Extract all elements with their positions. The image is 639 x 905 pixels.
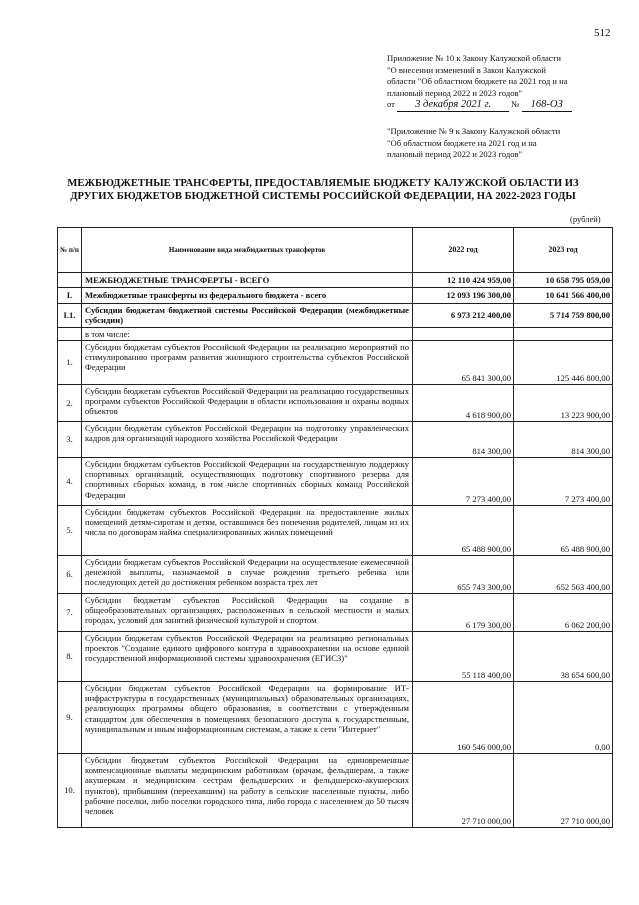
row-name: Субсидии бюджетам субъектов Российской Федерации на реализацию государственных программ субъектов Российской Федерации в области использования и охраны водных объектов — [82, 384, 413, 421]
header-2023: 2023 год — [514, 228, 613, 273]
row-value-2023: 814 300,00 — [514, 421, 613, 457]
row-value-2023: 652 563 400,00 — [514, 555, 613, 593]
title-line: МЕЖБЮДЖЕТНЫЕ ТРАНСФЕРТЫ, ПРЕДОСТАВЛЯЕМЫЕ БЮДЖЕТУ КАЛУЖСКОЙ ОБЛАСТИ ИЗ — [67, 178, 579, 189]
row-name: МЕЖБЮДЖЕТНЫЕ ТРАНСФЕРТЫ - ВСЕГО — [82, 273, 413, 288]
row-value-2023: 27 710 000,00 — [514, 753, 613, 827]
document-title — [63, 177, 583, 203]
appendix-new-line: "О внесении изменений в Закон Калужской — [387, 64, 547, 75]
row-value-2022: 6 179 300,00 — [413, 593, 514, 631]
table-row-section — [58, 288, 613, 304]
row-value-2022: 65 488 900,00 — [413, 505, 514, 555]
row-name: Субсидии бюджетам субъектов Российской Федерации на осуществление ежемесячной денежной выплаты, назначаемой в случае рождения третьего ребенка или последующих детей до достижения ребенком возраста трех лет — [82, 555, 413, 593]
units-label: (рублей) — [570, 214, 601, 224]
row-num — [58, 273, 82, 288]
table-row-subsection — [58, 304, 613, 328]
row-num: I.1. — [58, 304, 82, 328]
row-value-2022: 27 710 000,00 — [413, 753, 514, 827]
appendix-new-line: плановый период 2022 и 2023 годов" — [387, 87, 523, 98]
row-num: I. — [58, 288, 82, 304]
appendix-new-line: Приложение № 10 к Закону Калужской области — [387, 53, 561, 63]
row-num: 6. — [58, 555, 82, 593]
row-name: Межбюджетные трансферты из федерального бюджета - всего — [82, 288, 413, 304]
row-num: 5. — [58, 505, 82, 555]
row-value-2023: 0,00 — [514, 681, 613, 753]
table-row — [58, 457, 613, 505]
row-value-2023: 5 714 759 800,00 — [514, 304, 613, 328]
law-date-number-line — [387, 99, 615, 112]
row-num: 2. — [58, 384, 82, 421]
row-value-2023: 6 062 200,00 — [514, 593, 613, 631]
row-value-2022: 65 841 300,00 — [413, 340, 514, 384]
row-value-2023: 7 273 400,00 — [514, 457, 613, 505]
table-row — [58, 384, 613, 421]
row-num: 9. — [58, 681, 82, 753]
row-value-2022: 160 546 000,00 — [413, 681, 514, 753]
row-value-2023: 38 654 600,00 — [514, 631, 613, 681]
row-name: Субсидии бюджетам субъектов Российской Федерации на формирование ИТ-инфраструктуры в государственных (муниципальных) образовательных организациях, реализующих программы общего образования, в соответствии с утвержденным стандартом для обеспечения в помещениях безопасного доступа к государственным, муниципальным и иным информационным системам, а также к сети "Интернет" — [82, 681, 413, 753]
title-line: ДРУГИХ БЮДЖЕТОВ БЮДЖЕТНОЙ СИСТЕМЫ РОССИЙСКОЙ ФЕДЕРАЦИИ, НА 2022-2023 ГОДЫ — [70, 191, 576, 202]
number-label: № — [511, 99, 520, 109]
row-name: Субсидии бюджетам субъектов Российской Федерации на государственную поддержку спортивных организаций, осуществляющих подготовку спортивного резерва для спортивных сборных команд, в том числе спортивных сборных команд Российской Федерации — [82, 457, 413, 505]
table-row — [58, 753, 613, 827]
row-value-2022: 655 743 300,00 — [413, 555, 514, 593]
table-row — [58, 421, 613, 457]
transfers-table — [57, 227, 613, 828]
table-row — [58, 555, 613, 593]
row-num: 8. — [58, 631, 82, 681]
row-value-2022: 814 300,00 — [413, 421, 514, 457]
row-value-2022: 12 093 196 300,00 — [413, 288, 514, 304]
law-date: 3 декабря 2021 г. — [397, 99, 509, 112]
including-label: в том числе: — [82, 327, 413, 340]
row-num: 1. — [58, 340, 82, 384]
table-row-including — [58, 327, 613, 340]
from-label: от — [387, 99, 395, 109]
appendix-old-line: плановый период 2022 и 2023 годов" — [387, 149, 523, 159]
table-row — [58, 681, 613, 753]
row-value-2022: 12 110 424 959,00 — [413, 273, 514, 288]
row-value-2023: 10 658 795 059,00 — [514, 273, 613, 288]
row-value-2023: 65 488 900,00 — [514, 505, 613, 555]
row-name: Субсидии бюджетам субъектов Российской Федерации на предоставление жилых помещений детям-сиротам и детям, оставшимся без попечения родителей, лицам из их числа по договорам найма специализированных жилых помещений — [82, 505, 413, 555]
table-row — [58, 631, 613, 681]
row-name: Субсидии бюджетам субъектов Российской Федерации на единовременные компенсационные выплаты медицинским работникам (врачам, фельдшерам, а также акушеркам и медицинским сестрам фельдшерских и фельдшерско-акушерских пунктов), прибывшим (переехавшим) на работу в сельские населенные пункты, либо рабочие поселки, либо поселки городского типа, либо города с населением до 50 тысяч человек — [82, 753, 413, 827]
row-value-2022: 6 973 212 400,00 — [413, 304, 514, 328]
row-value-2022: 7 273 400,00 — [413, 457, 514, 505]
header-name: Наименование вида межбюджетных трансфертов — [82, 228, 413, 273]
row-name: Субсидии бюджетам субъектов Российской Федерации на реализацию региональных проектов "Создание единого цифрового контура в здравоохранении на основе единой государственной информационной системы здравоохранения (ЕГИСЗ)" — [82, 631, 413, 681]
row-num: 10. — [58, 753, 82, 827]
table-row — [58, 505, 613, 555]
row-name: Субсидии бюджетам субъектов Российской Федерации на создание в общеобразовательных организациях, расположенных в сельской местности и малых городах, условий для занятий физической культурой и спортом — [82, 593, 413, 631]
appendix-old-line: "Об областном бюджете на 2021 год и на — [387, 137, 537, 148]
header-num: № п/п — [58, 228, 82, 273]
appendix-new-line: области "Об областном бюджете на 2021 год и на — [387, 76, 568, 86]
law-number: 168-ОЗ — [522, 99, 572, 112]
row-num: 7. — [58, 593, 82, 631]
row-value-2022: 4 618 900,00 — [413, 384, 514, 421]
table-row — [58, 340, 613, 384]
row-value-2023: 10 641 566 400,00 — [514, 288, 613, 304]
appendix-old-header — [387, 126, 615, 161]
row-name: Субсидии бюджетам субъектов Российской Федерации на подготовку управленческих кадров для организаций народного хозяйства Российской Федерации — [82, 421, 413, 457]
row-name: Субсидии бюджетам бюджетной системы Российской Федерации (межбюджетные субсидии) — [82, 304, 413, 328]
page-number: 512 — [594, 27, 611, 39]
appendix-new-header — [387, 53, 615, 112]
row-name: Субсидии бюджетам субъектов Российской Федерации на реализацию мероприятий по стимулированию программ развития жилищного строительства субъектов Российской Федерации — [82, 340, 413, 384]
row-value-2023: 13 223 900,00 — [514, 384, 613, 421]
table-row-total — [58, 273, 613, 288]
row-num: 3. — [58, 421, 82, 457]
row-value-2022: 55 118 400,00 — [413, 631, 514, 681]
row-value-2023: 125 446 800,00 — [514, 340, 613, 384]
header-2022: 2022 год — [413, 228, 514, 273]
table-row — [58, 593, 613, 631]
row-num: 4. — [58, 457, 82, 505]
appendix-old-line: "Приложение № 9 к Закону Калужской области — [387, 126, 561, 136]
